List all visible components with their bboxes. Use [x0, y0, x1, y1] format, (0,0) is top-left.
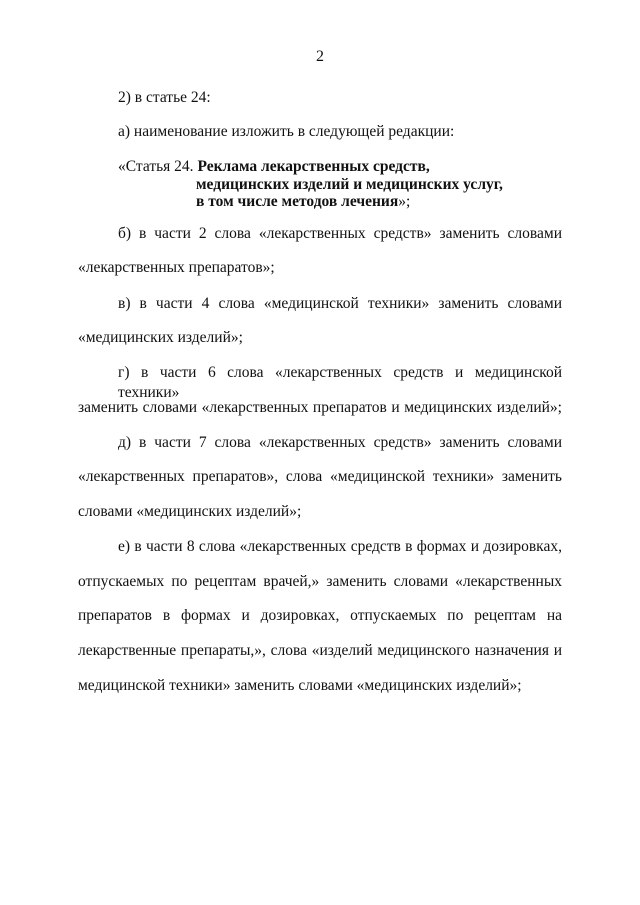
item-e-line-1: е) в части 8 слова «лекарственных средств в формах и дозировках,: [118, 538, 562, 555]
item-v-line-1: в) в части 4 слова «медицинской техники» заменить словами: [118, 295, 562, 312]
item-d-line-3: словами «медицинских изделий»;: [78, 503, 302, 520]
article-title-line-1: [118, 157, 430, 177]
item-e-line-2: отпускаемых по рецептам врачей,» заменить словами «лекарственных: [78, 573, 562, 590]
article-title-bold-1: Реклама лекарственных средств,: [197, 158, 430, 175]
item-e-line-5: медицинской техники» заменить словами «медицинских изделий»;: [78, 677, 522, 694]
page-number: 2: [316, 48, 324, 65]
item-e-line-4: лекарственные препараты,», слова «изделий медицинского назначения и: [78, 642, 562, 659]
article-title-prefix: «Статья 24.: [118, 158, 198, 175]
item-d-line-2: «лекарственных препаратов», слова «медицинской техники» заменить: [78, 468, 562, 485]
item-v-line-2: «медицинских изделий»;: [78, 329, 243, 346]
article-title-line-3: [196, 192, 410, 212]
item-2-heading: 2) в статье 24:: [118, 89, 211, 106]
article-title-bold-3: в том числе методов лечения: [196, 193, 399, 210]
item-g-line-1: г) в части 6 слова «лекарственных средств и медицинской техники»: [118, 364, 562, 401]
item-d-line-1: д) в части 7 слова «лекарственных средств» заменить словами: [118, 434, 562, 451]
item-b-line-1: б) в части 2 слова «лекарственных средств» заменить словами: [118, 225, 562, 242]
item-e-line-3: препаратов в формах и дозировках, отпускаемых по рецептам на: [78, 607, 562, 624]
article-title-suffix: »;: [398, 193, 411, 210]
item-b-line-2: «лекарственных препаратов»;: [78, 259, 275, 276]
article-title-bold-2: медицинских изделий и медицинских услуг,: [196, 176, 503, 193]
item-g-line-2: заменить словами «лекарственных препаратов и медицинских изделий»;: [78, 399, 562, 416]
item-a-text: а) наименование изложить в следующей редакции:: [118, 123, 455, 140]
